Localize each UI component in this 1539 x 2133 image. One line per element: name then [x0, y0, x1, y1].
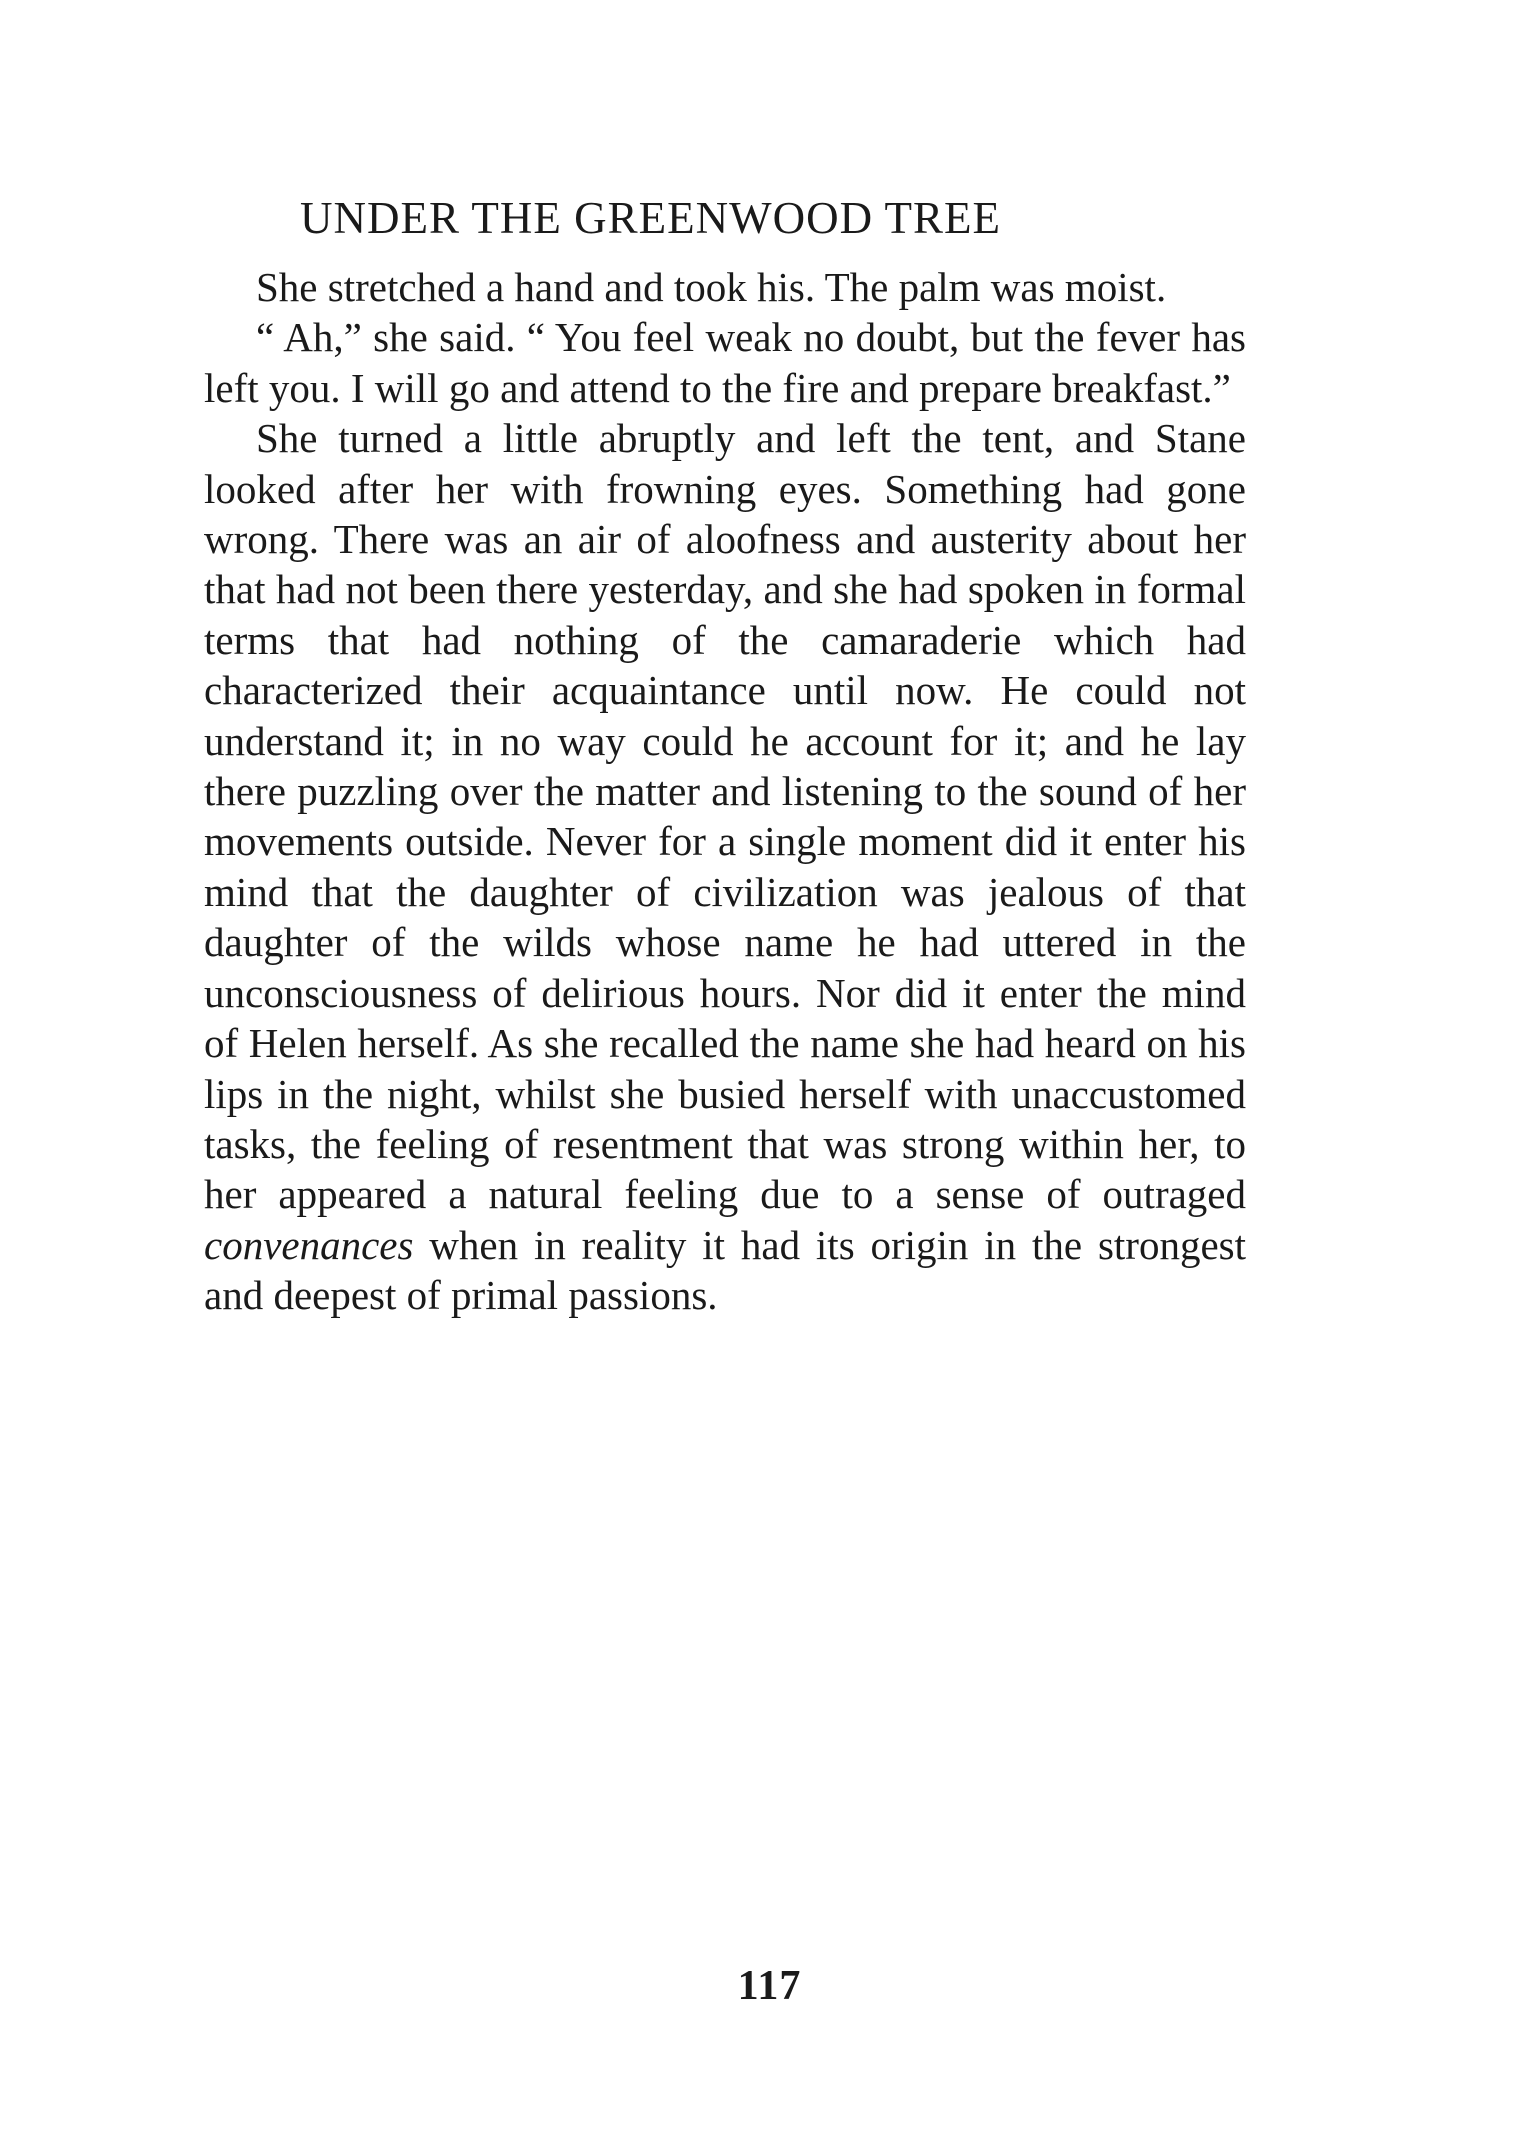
italic-term: convenances [204, 1221, 414, 1268]
paragraph: She stretched a hand and took his. The palm was moist. [256, 264, 1167, 310]
paragraph [204, 413, 1246, 1320]
page-number: 117 [737, 1963, 802, 2009]
running-head: UNDER THE GREENWOOD TREE [300, 193, 1002, 243]
paragraph: “ Ah,” she said. “ You feel weak no doubt, but the fever has left you. I will go and attend to the fire and prepare breakfast.” [204, 314, 1246, 411]
paragraph-text: She turned a little abruptly and left the tent, and Stane looked after her with frowning eyes. Something had gone wrong. There was an air of aloofness and austerity about her that had not been there yesterday, and she had spoken in formal terms that had nothing of the camaraderie which had characterized their acquaintance until now. He could not understand it; in no way could he account for it; and he lay there puzzling over the matter and listening to the sound of her movements outside. Never for a single moment did it enter his mind that the daughter of civilization was jealous of that daughter of the wilds whose name he had uttered in the unconsciousness of delirious hours. Nor did it enter the mind of Helen herself. As she recalled the name she had heard on his lips in the night, whilst she busied herself with unaccustomed tasks, the feeling of resentment that was strong within her, to her appeared a natural feeling due to a sense of outraged [204, 415, 1246, 1218]
paragraph-text: when in reality it had its origin in the strongest and deepest of primal passions. [204, 1221, 1246, 1319]
body-text [204, 262, 1246, 1321]
